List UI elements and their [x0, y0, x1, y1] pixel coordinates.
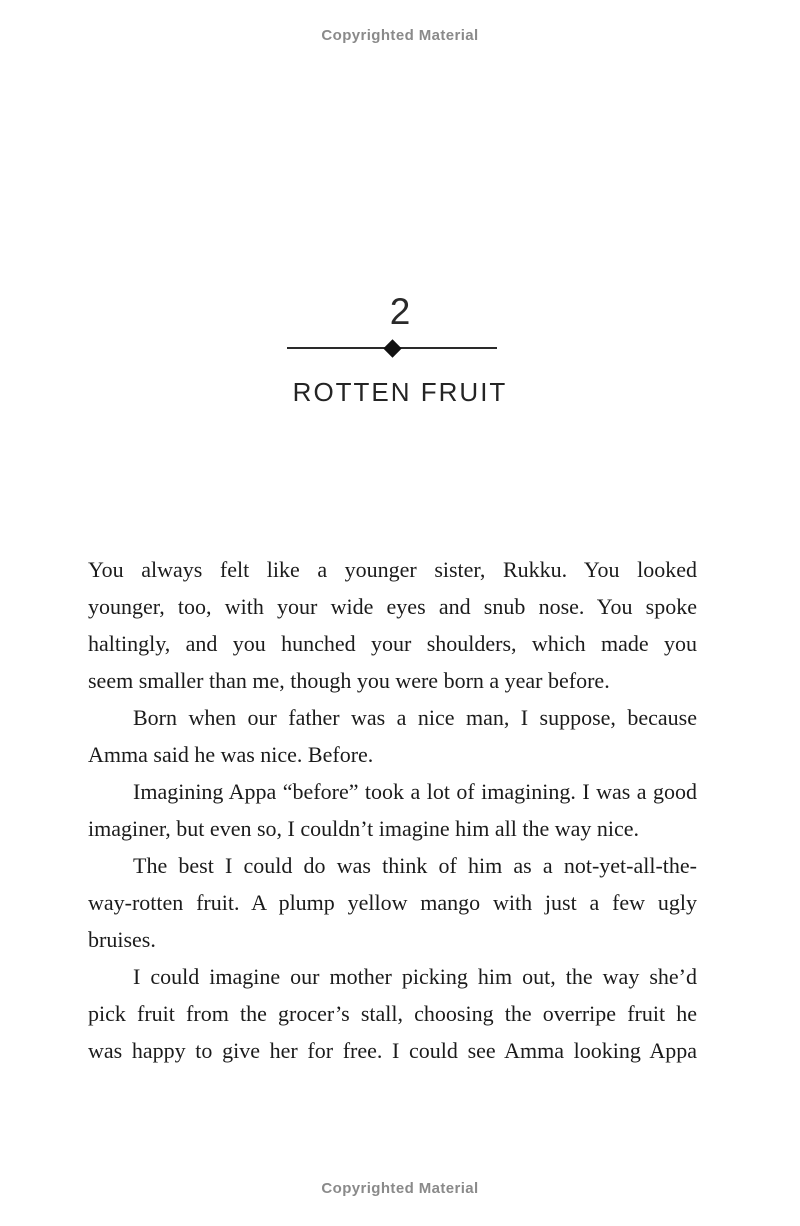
paragraph: [88, 847, 697, 958]
body-line: seem smaller than me, though you were born a year before.: [88, 668, 610, 693]
body-line: The best I could do was think of him as a not-yet-all-the-: [133, 853, 697, 878]
body-line: Born when our father was a nice man, I suppose, because: [133, 705, 697, 730]
paragraph: [88, 551, 697, 699]
body-line: imaginer, but even so, I couldn’t imagine him all the way nice.: [88, 816, 640, 841]
body-line: haltingly, and you hunched your shoulders, which made you: [88, 631, 697, 656]
body-line: You always felt like a younger sister, Rukku. You looked: [88, 557, 697, 582]
chapter-title: ROTTEN FRUIT: [292, 377, 508, 407]
body-line: pick fruit from the grocer’s stall, choosing the overripe fruit he: [88, 1001, 697, 1026]
body-line: was happy to give her for free. I could see Amma looking Appa: [88, 1038, 697, 1063]
paragraph: [88, 958, 697, 1069]
body-line: younger, too, with your wide eyes and snub nose. You spoke: [88, 594, 697, 619]
body-line: I could imagine our mother picking him out, the way she’d: [133, 964, 697, 989]
diamond-icon: [383, 339, 401, 357]
body-line: Amma said he was nice. Before.: [88, 742, 374, 767]
paragraph: [88, 699, 697, 773]
body-text: [88, 551, 697, 1069]
chapter-number: 2: [389, 291, 411, 332]
copyright-notice-top: Copyrighted Material: [321, 27, 479, 44]
copyright-notice-bottom: Copyrighted Material: [321, 1180, 479, 1197]
chapter-divider: [287, 339, 497, 357]
paragraph: [88, 773, 697, 847]
body-line: bruises.: [88, 927, 156, 952]
body-line: way-rotten fruit. A plump yellow mango with just a few ugly: [88, 890, 697, 915]
body-line: Imagining Appa “before” took a lot of imagining. I was a good: [133, 779, 697, 804]
